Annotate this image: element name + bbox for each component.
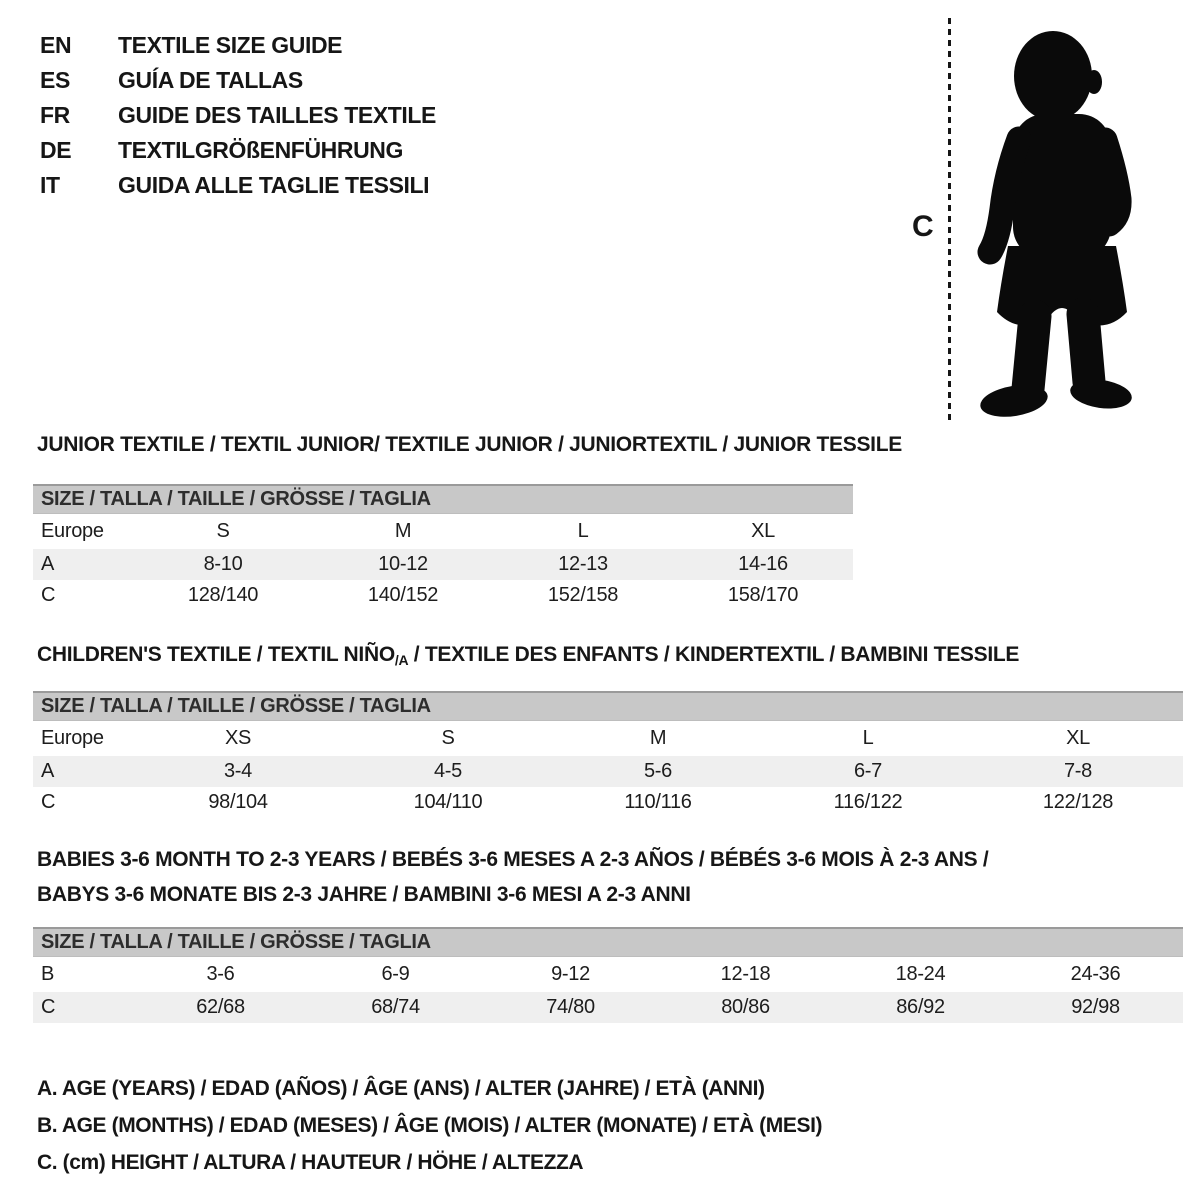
size-cell: XS bbox=[224, 727, 252, 749]
size-cell: M bbox=[394, 520, 412, 542]
row-label: C bbox=[41, 996, 56, 1018]
language-row bbox=[40, 63, 436, 98]
language-code: DE bbox=[40, 137, 72, 163]
size-cell: 140/152 bbox=[367, 584, 439, 606]
babies-heading-line1: BABIES 3-6 MONTH TO 2-3 YEARS / BEBÉS 3-6 MESES A 2-3 AÑOS / BÉBÉS 3-6 MOIS À 2-3 ANS / bbox=[37, 848, 989, 871]
junior-size-table bbox=[33, 484, 853, 611]
size-cell: 6-7 bbox=[853, 760, 882, 782]
table-row bbox=[33, 957, 1183, 992]
babies-section-heading bbox=[37, 842, 988, 912]
table-row bbox=[33, 721, 1183, 756]
size-cell: 5-6 bbox=[643, 760, 672, 782]
size-cell: 9-12 bbox=[551, 963, 590, 985]
babies-size-table bbox=[33, 927, 1183, 1023]
language-row bbox=[40, 168, 436, 203]
language-code: EN bbox=[40, 32, 72, 58]
language-code: FR bbox=[40, 102, 70, 128]
babies-heading-line2: BABYS 3-6 MONATE BIS 2-3 JAHRE / BAMBINI 3-6 MESI A 2-3 ANNI bbox=[37, 883, 691, 906]
size-cell: L bbox=[862, 727, 874, 749]
language-title: GUÍA DE TALLAS bbox=[118, 67, 303, 93]
junior-section-heading: JUNIOR TEXTILE / TEXTIL JUNIOR/ TEXTILE JUNIOR / JUNIORTEXTIL / JUNIOR TESSILE bbox=[37, 433, 902, 456]
size-cell: L bbox=[577, 520, 589, 542]
size-cell: 92/98 bbox=[1071, 996, 1120, 1018]
row-label: A bbox=[41, 760, 55, 782]
row-label: Europe bbox=[41, 727, 104, 749]
table-row bbox=[33, 756, 1183, 787]
size-cell: XL bbox=[1066, 727, 1090, 749]
row-label: A bbox=[41, 553, 55, 575]
height-measure-dashed-line bbox=[948, 18, 951, 420]
language-row bbox=[40, 98, 436, 133]
size-cell: 158/170 bbox=[727, 584, 799, 606]
size-cell: 68/74 bbox=[371, 996, 420, 1018]
row-label: B bbox=[41, 963, 55, 985]
size-cell: 62/68 bbox=[196, 996, 245, 1018]
legend-line: C. (cm) HEIGHT / ALTURA / HAUTEUR / HÖHE / ALTEZZA bbox=[37, 1150, 584, 1174]
size-cell: 152/158 bbox=[547, 584, 619, 606]
legend-line: A. AGE (YEARS) / EDAD (AÑOS) / ÂGE (ANS) / ALTER (JAHRE) / ETÀ (ANNI) bbox=[37, 1076, 765, 1100]
size-cell: XL bbox=[751, 520, 775, 542]
children-heading-text: CHILDREN'S TEXTILE / TEXTIL NIÑO bbox=[37, 643, 395, 666]
size-cell: 4-5 bbox=[433, 760, 462, 782]
language-code: IT bbox=[40, 172, 60, 198]
size-cell: 128/140 bbox=[187, 584, 259, 606]
size-cell: M bbox=[649, 727, 667, 749]
size-cell: 8-10 bbox=[203, 553, 243, 575]
language-list bbox=[40, 28, 436, 203]
children-heading-subscript: /A bbox=[394, 652, 409, 668]
children-size-table bbox=[33, 691, 1183, 818]
size-cell: 104/110 bbox=[413, 791, 483, 813]
size-cell: S bbox=[441, 727, 455, 749]
language-title: GUIDE DES TAILLES TEXTILE bbox=[118, 102, 436, 128]
children-heading-text-tail: / TEXTILE DES ENFANTS / KINDERTEXTIL / BAMBINI TESSILE bbox=[408, 643, 1020, 666]
size-cell: 10-12 bbox=[378, 553, 428, 575]
table-row bbox=[33, 580, 853, 611]
language-row bbox=[40, 133, 436, 168]
size-cell: 7-8 bbox=[1063, 760, 1092, 782]
row-label: C bbox=[41, 791, 56, 813]
size-cell: 24-36 bbox=[1070, 963, 1121, 985]
row-label: Europe bbox=[41, 520, 104, 542]
size-cell: S bbox=[216, 520, 230, 542]
table-row bbox=[33, 787, 1183, 818]
size-cell: 3-4 bbox=[223, 760, 252, 782]
language-title: TEXTILGRÖßENFÜHRUNG bbox=[118, 137, 403, 163]
size-cell: 86/92 bbox=[896, 996, 945, 1018]
size-cell: 14-16 bbox=[738, 553, 788, 575]
table-row bbox=[33, 549, 853, 580]
size-cell: 80/86 bbox=[721, 996, 770, 1018]
height-measure-label: C bbox=[912, 210, 934, 243]
size-cell: 12-13 bbox=[558, 553, 608, 575]
size-header-bar: SIZE / TALLA / TAILLE / GRÖSSE / TAGLIA bbox=[33, 691, 1183, 721]
size-cell: 18-24 bbox=[895, 963, 946, 985]
language-row bbox=[40, 28, 436, 63]
language-code: ES bbox=[40, 67, 70, 93]
table-row bbox=[33, 514, 853, 549]
toddler-silhouette-icon bbox=[962, 14, 1142, 419]
size-cell: 98/104 bbox=[208, 791, 268, 813]
size-header-bar: SIZE / TALLA / TAILLE / GRÖSSE / TAGLIA bbox=[33, 927, 1183, 957]
size-header-bar: SIZE / TALLA / TAILLE / GRÖSSE / TAGLIA bbox=[33, 484, 853, 514]
language-title: GUIDA ALLE TAGLIE TESSILI bbox=[118, 172, 430, 198]
legend-line: B. AGE (MONTHS) / EDAD (MESES) / ÂGE (MOIS) / ALTER (MONATE) / ETÀ (MESI) bbox=[37, 1113, 823, 1137]
measure-legend bbox=[37, 1070, 822, 1181]
row-label: C bbox=[41, 584, 56, 606]
children-section-heading bbox=[37, 643, 1019, 667]
table-row bbox=[33, 992, 1183, 1023]
language-title: TEXTILE SIZE GUIDE bbox=[118, 32, 343, 58]
size-cell: 122/128 bbox=[1042, 791, 1114, 813]
size-cell: 6-9 bbox=[381, 963, 410, 985]
size-cell: 3-6 bbox=[206, 963, 235, 985]
size-cell: 116/122 bbox=[833, 791, 903, 813]
size-cell: 12-18 bbox=[720, 963, 771, 985]
size-cell: 74/80 bbox=[546, 996, 595, 1018]
size-cell: 110/116 bbox=[624, 791, 692, 813]
